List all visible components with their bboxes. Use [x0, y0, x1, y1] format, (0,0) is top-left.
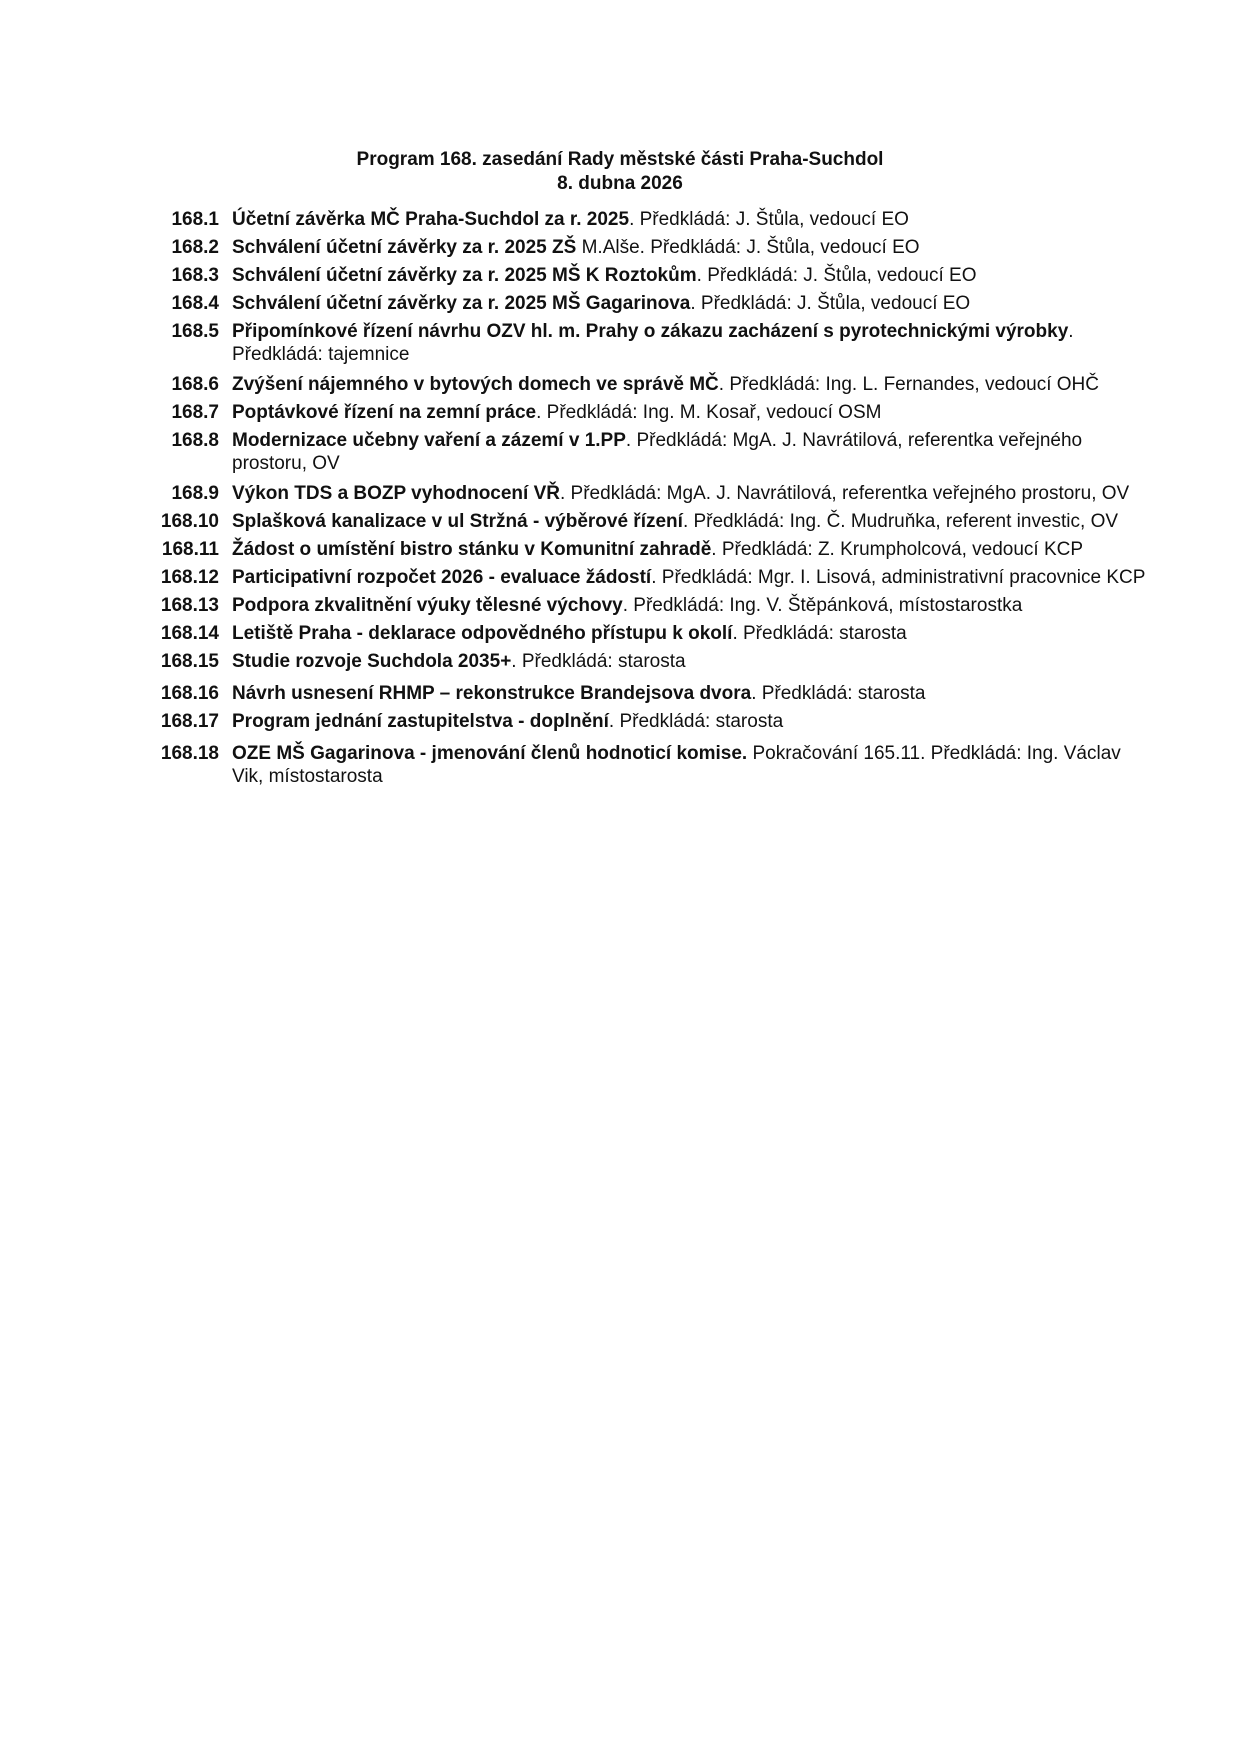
agenda-item-presenter: . Předkládá: J. Štůla, vedoucí EO — [690, 293, 971, 314]
agenda-item — [150, 264, 1150, 287]
agenda-item-title: Modernizace učebny vaření a zázemí v 1.PP — [232, 430, 626, 451]
agenda-item-presenter: . Předkládá: Ing. M. Kosař, vedoucí OSM — [536, 402, 882, 423]
agenda-item-title: Schválení účetní závěrky za r. 2025 ZŠ — [232, 237, 577, 258]
agenda-item-presenter: . Předkládá: Z. Krumpholcová, vedoucí KCP — [711, 539, 1084, 560]
agenda-item-presenter: . Předkládá: starosta — [751, 683, 926, 704]
agenda-item-title: Výkon TDS a BOZP vyhodnocení VŘ — [232, 483, 560, 504]
agenda-item-text — [232, 320, 1150, 366]
agenda-item-title: Studie rozvoje Suchdola 2035+ — [232, 651, 512, 672]
agenda-item-text — [232, 650, 1150, 673]
agenda-item — [150, 710, 1150, 733]
agenda-item-number: 168.4 — [171, 293, 219, 314]
agenda-item-title: OZE MŠ Gagarinova - jmenování členů hodnoticí komise. — [232, 743, 748, 764]
agenda-item-text — [232, 373, 1150, 396]
agenda-item-presenter: . Předkládá: Ing. Č. Mudruňka, referent investic, OV — [682, 511, 1119, 532]
agenda-item — [150, 401, 1150, 424]
agenda-item-number: 168.6 — [171, 374, 219, 395]
agenda-item-number: 168.1 — [171, 209, 219, 230]
agenda-item-number: 168.15 — [160, 651, 219, 672]
agenda-item-text — [232, 710, 1150, 733]
agenda-item-text — [232, 510, 1150, 533]
agenda-item — [150, 538, 1150, 561]
agenda-item — [150, 320, 1150, 366]
agenda-item-title: Schválení účetní závěrky za r. 2025 MŠ K Roztokům — [232, 265, 697, 286]
agenda-item-number: 168.13 — [160, 595, 219, 616]
agenda-item-title: Schválení účetní závěrky za r. 2025 MŠ Gagarinova — [232, 293, 691, 314]
agenda-item-title: Letiště Praha - deklarace odpovědného přístupu k okolí — [232, 623, 733, 644]
agenda-item — [150, 292, 1150, 315]
agenda-item-title: Účetní závěrka MČ Praha-Suchdol za r. 2025 — [232, 209, 630, 230]
agenda-item-number: 168.14 — [160, 623, 219, 644]
agenda-item-presenter: . Předkládá: MgA. J. Navrátilová, referentka veřejného prostoru, OV — [560, 483, 1130, 504]
agenda-item — [150, 622, 1150, 645]
agenda-item-text — [232, 429, 1150, 475]
agenda-item-title: Návrh usnesení RHMP – rekonstrukce Brandejsova dvora — [232, 683, 752, 704]
agenda-item — [150, 429, 1150, 475]
agenda-list — [150, 208, 1150, 793]
agenda-item-number: 168.2 — [171, 237, 219, 258]
agenda-item-number: 168.17 — [160, 711, 219, 732]
agenda-item-text — [232, 742, 1150, 788]
agenda-item-title: Splašková kanalizace v ul Stržná - výběrové řízení — [232, 511, 683, 532]
agenda-item-title: Žádost o umístění bistro stánku v Komunitní zahradě — [232, 539, 712, 560]
agenda-item-text — [232, 264, 1150, 287]
agenda-item — [150, 594, 1150, 617]
agenda-item-number: 168.16 — [160, 683, 219, 704]
document-header — [0, 148, 1240, 196]
agenda-item-presenter: . Předkládá: MgA. J. Navrátilová, referentka veřejného prostoru, OV — [232, 430, 1083, 474]
agenda-item-text — [232, 292, 1150, 315]
agenda-item-text — [232, 566, 1150, 589]
agenda-item — [150, 742, 1150, 788]
agenda-item-presenter: M.Alše. Předkládá: J. Štůla, vedoucí EO — [576, 237, 920, 258]
agenda-item-text — [232, 208, 1150, 231]
agenda-item-presenter: . Předkládá: Mgr. I. Lisová, administrativní pracovnice KCP — [651, 567, 1146, 588]
agenda-item-text — [232, 622, 1150, 645]
agenda-item-title: Participativní rozpočet 2026 - evaluace žádostí — [232, 567, 652, 588]
agenda-item-text — [232, 538, 1150, 561]
agenda-item-number: 168.5 — [171, 321, 219, 342]
agenda-item-title: Program jednání zastupitelstva - doplnění — [232, 711, 609, 732]
agenda-item — [150, 510, 1150, 533]
agenda-item-number: 168.10 — [160, 511, 219, 532]
agenda-item-presenter: . Předkládá: starosta — [732, 623, 907, 644]
agenda-item-presenter: . Předkládá: J. Štůla, vedoucí EO — [629, 209, 909, 230]
agenda-item-text — [232, 682, 1150, 705]
agenda-item-title: Zvýšení nájemného v bytových domech ve správě MČ — [232, 374, 719, 395]
document-title: Program 168. zasedání Rady městské části Praha-Suchdol — [356, 149, 884, 170]
agenda-item-text — [232, 482, 1150, 505]
agenda-item-presenter: . Předkládá: J. Štůla, vedoucí EO — [696, 265, 977, 286]
agenda-item-number: 168.9 — [171, 483, 219, 504]
agenda-item — [150, 208, 1150, 231]
agenda-item-text — [232, 401, 1150, 424]
agenda-item-number: 168.7 — [171, 402, 219, 423]
agenda-item-presenter: . Předkládá: starosta — [511, 651, 686, 672]
agenda-item-number: 168.18 — [160, 743, 219, 764]
agenda-item — [150, 682, 1150, 705]
agenda-item-presenter: . Předkládá: tajemnice — [232, 321, 1074, 365]
agenda-item — [150, 373, 1150, 396]
agenda-item — [150, 650, 1150, 673]
agenda-item-presenter: . Předkládá: starosta — [608, 711, 784, 732]
agenda-item-title: Poptávkové řízení na zemní práce — [232, 402, 537, 423]
agenda-item-title: Připomínkové řízení návrhu OZV hl. m. Prahy o zákazu zacházení s pyrotechnickými výrobky — [232, 321, 1069, 342]
agenda-item-number: 168.11 — [161, 539, 219, 560]
agenda-item — [150, 482, 1150, 505]
agenda-item-number: 168.12 — [160, 567, 219, 588]
agenda-item-presenter: Pokračování 165.11. Předkládá: Ing. Václav Vik, místostarosta — [232, 743, 1121, 787]
agenda-item-title: Podpora zkvalitnění výuky tělesné výchovy — [232, 595, 623, 616]
agenda-item-presenter: . Předkládá: Ing. V. Štěpánková, místostarostka — [622, 595, 1023, 616]
agenda-item-text — [232, 236, 1150, 259]
document-date: 8. dubna 2026 — [557, 173, 683, 194]
agenda-item-text — [232, 594, 1150, 617]
agenda-item — [150, 566, 1150, 589]
agenda-item-presenter: . Předkládá: Ing. L. Fernandes, vedoucí OHČ — [718, 374, 1100, 395]
agenda-item-number: 168.8 — [171, 430, 219, 451]
agenda-item-number: 168.3 — [171, 265, 219, 286]
agenda-item — [150, 236, 1150, 259]
